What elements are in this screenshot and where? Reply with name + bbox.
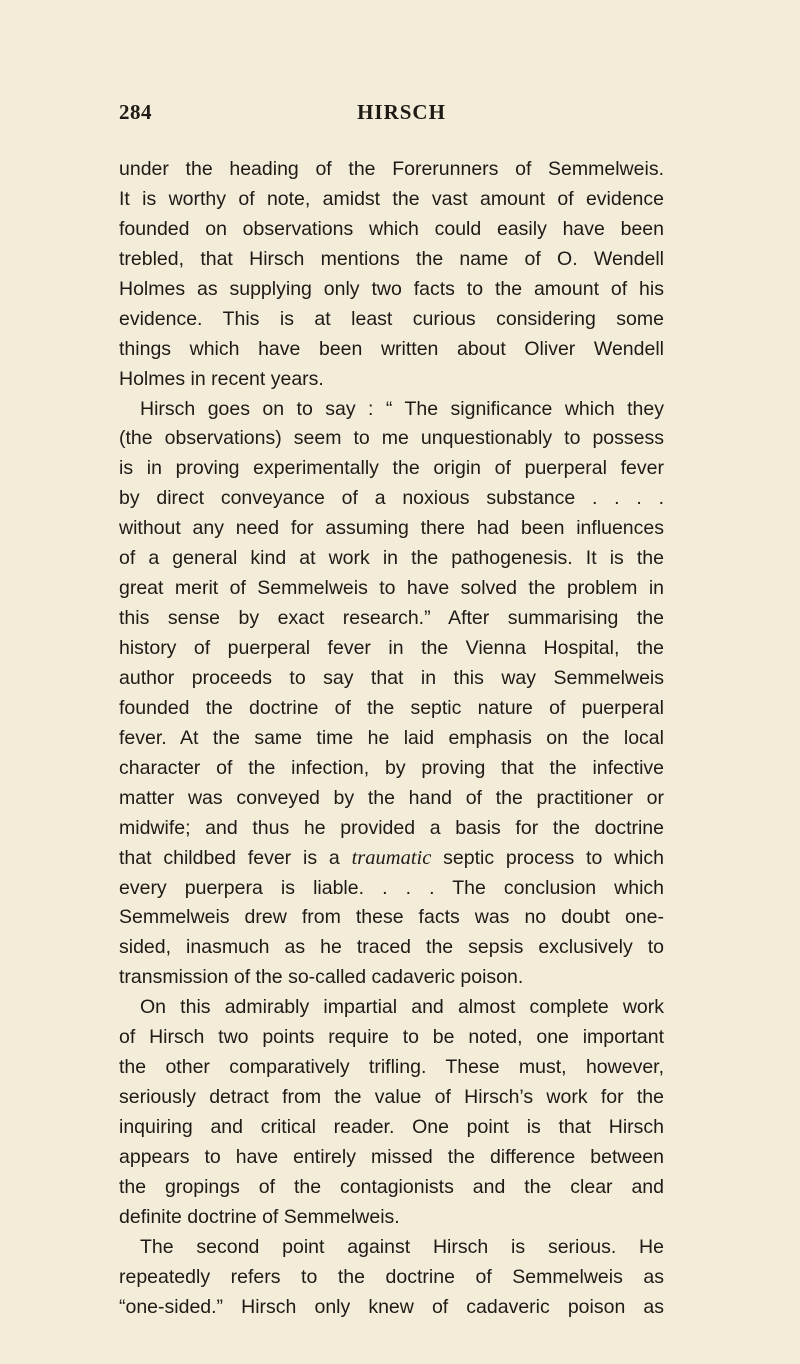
- text-line: author proceeds to say that in this way Semmelweis: [119, 666, 664, 689]
- text-line: things which have been written about Oliver Wendell: [119, 337, 664, 360]
- text-line-with-italic: [119, 844, 664, 874]
- text-line: without any need for assuming there had been influences: [119, 517, 664, 540]
- text-line: The second point against Hirsch is serious. He: [140, 1235, 664, 1258]
- text-line: by direct conveyance of a noxious substance . . . .: [119, 487, 664, 510]
- text-line: Holmes in recent years.: [119, 367, 324, 390]
- text-line: founded on observations which could easily have been: [119, 217, 664, 240]
- text-line: the other comparatively trifling. These must, however,: [119, 1056, 664, 1079]
- text-line: sided, inasmuch as he traced the sepsis exclusively to: [119, 936, 664, 959]
- text-line: trebled, that Hirsch mentions the name of O. Wendell: [119, 247, 664, 270]
- text-line: seriously detract from the value of Hirsch’s work for the: [119, 1086, 664, 1109]
- text-line: inquiring and critical reader. One point is that Hirsch: [119, 1116, 664, 1138]
- text-segment: septic process to which: [431, 846, 664, 869]
- text-line: this sense by exact research.” After summarising the: [119, 607, 664, 630]
- text-line: (the observations) seem to me unquestionably to possess: [119, 427, 664, 450]
- text-line: Holmes as supplying only two facts to the amount of his: [119, 277, 664, 300]
- text-line: under the heading of the Forerunners of Semmelweis.: [119, 158, 664, 180]
- text-line: appears to have entirely missed the difference between: [119, 1145, 664, 1168]
- running-head: [119, 100, 664, 130]
- text-line: repeatedly refers to the doctrine of Semmelweis as: [119, 1265, 664, 1288]
- text-segment: that childbed fever is a: [119, 846, 352, 869]
- text-line: the gropings of the contagionists and the clear and: [119, 1175, 664, 1198]
- page-number: 284: [119, 100, 152, 124]
- text-line: of a general kind at work in the pathogenesis. It is the: [119, 547, 664, 570]
- text-line: evidence. This is at least curious considering some: [119, 307, 664, 330]
- text-line: definite doctrine of Semmelweis.: [119, 1205, 400, 1228]
- text-line: of Hirsch two points require to be noted, one important: [119, 1026, 664, 1049]
- text-line: Hirsch goes on to say : “ The significance which they: [140, 397, 664, 420]
- text-line: It is worthy of note, amidst the vast amount of evidence: [119, 187, 664, 210]
- text-line: every puerpera is liable. . . . The conclusion which: [119, 876, 664, 899]
- text-line: is in proving experimentally the origin of puerperal fever: [119, 457, 664, 480]
- text-line: “one-sided.” Hirsch only knew of cadaveric poison as: [119, 1295, 664, 1318]
- text-line: history of puerperal fever in the Vienna Hospital, the: [119, 637, 664, 659]
- text-line: fever. At the same time he laid emphasis on the local: [119, 726, 664, 749]
- text-line: transmission of the so-called cadaveric poison.: [119, 966, 524, 989]
- text-line: character of the infection, by proving that the infective: [119, 756, 664, 779]
- text-line: Semmelweis drew from these facts was no doubt one-: [119, 906, 664, 929]
- text-line: great merit of Semmelweis to have solved the problem in: [119, 577, 664, 600]
- italic-term: traumatic: [351, 846, 432, 869]
- running-title: HIRSCH: [357, 100, 446, 124]
- text-line: founded the doctrine of the septic nature of puerperal: [119, 696, 664, 719]
- text-line: midwife; and thus he provided a basis for the doctrine: [119, 816, 664, 839]
- text-line: matter was conveyed by the hand of the practitioner or: [119, 786, 664, 809]
- body-text: [119, 155, 664, 1323]
- text-line: On this admirably impartial and almost complete work: [140, 996, 664, 1019]
